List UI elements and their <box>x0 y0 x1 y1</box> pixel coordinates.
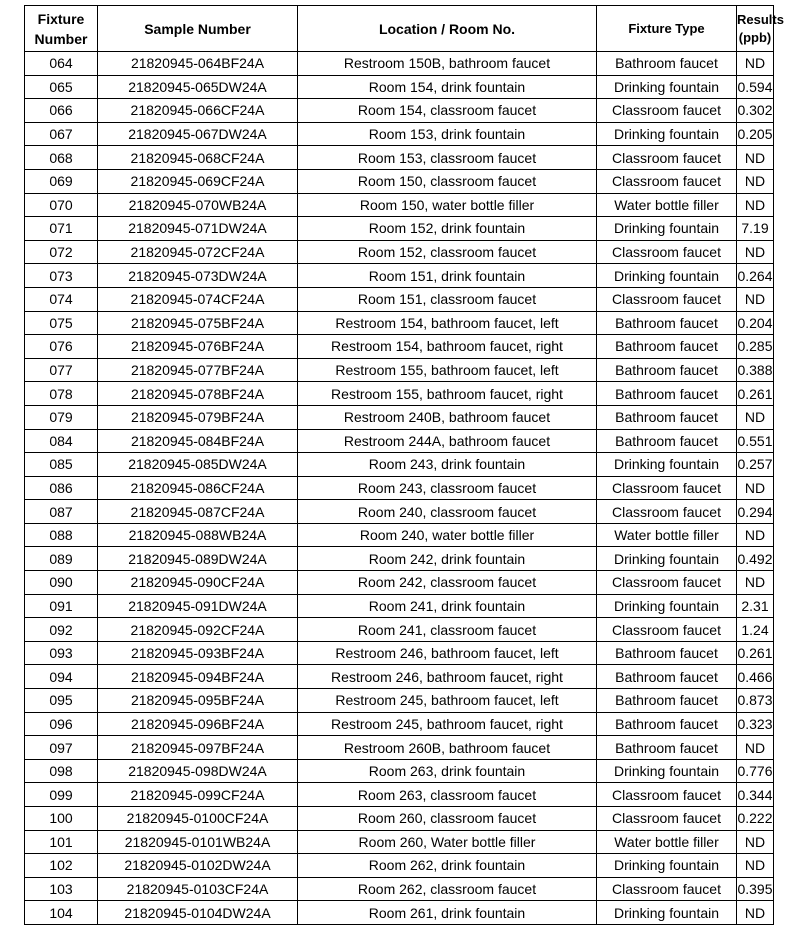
table-row <box>25 405 774 429</box>
result-cell: 0.594 <box>737 75 774 99</box>
location-cell: Room 153, classroom faucet <box>298 146 597 170</box>
location-cell: Room 150, water bottle filler <box>298 193 597 217</box>
location-cell: Room 153, drink fountain <box>298 122 597 146</box>
table-row <box>25 453 774 477</box>
result-cell: 0.551 <box>737 429 774 453</box>
sample-number-cell: 21820945-0103CF24A <box>98 877 298 901</box>
fixture-number-cell: 101 <box>25 830 98 854</box>
sample-number-cell: 21820945-065DW24A <box>98 75 298 99</box>
sample-number-cell: 21820945-071DW24A <box>98 217 298 241</box>
sample-number-cell: 21820945-076BF24A <box>98 335 298 359</box>
fixture-type-cell: Drinking fountain <box>597 453 737 477</box>
sample-number-cell: 21820945-068CF24A <box>98 146 298 170</box>
location-cell: Restroom 244A, bathroom faucet <box>298 429 597 453</box>
fixture-number-cell: 089 <box>25 547 98 571</box>
sample-number-cell: 21820945-074CF24A <box>98 287 298 311</box>
fixture-type-cell: Classroom faucet <box>597 500 737 524</box>
result-cell: 0.222 <box>737 807 774 831</box>
sample-number-cell: 21820945-092CF24A <box>98 618 298 642</box>
location-cell: Restroom 246, bathroom faucet, left <box>298 641 597 665</box>
header-fixture-type: Fixture Type <box>597 6 737 52</box>
table-row <box>25 500 774 524</box>
fixture-type-cell: Drinking fountain <box>597 854 737 878</box>
sample-number-cell: 21820945-089DW24A <box>98 547 298 571</box>
header-fixture-number: Fixture Number <box>25 6 98 52</box>
location-cell: Room 261, drink fountain <box>298 901 597 925</box>
table-row <box>25 712 774 736</box>
table-row <box>25 122 774 146</box>
fixture-number-cell: 068 <box>25 146 98 170</box>
sample-number-cell: 21820945-090CF24A <box>98 571 298 595</box>
table-row <box>25 759 774 783</box>
table-row <box>25 75 774 99</box>
fixture-number-cell: 070 <box>25 193 98 217</box>
location-cell: Room 152, drink fountain <box>298 217 597 241</box>
location-cell: Room 151, drink fountain <box>298 264 597 288</box>
location-cell: Restroom 155, bathroom faucet, left <box>298 358 597 382</box>
result-cell: ND <box>737 523 774 547</box>
table-row <box>25 807 774 831</box>
table-row <box>25 169 774 193</box>
result-cell: ND <box>737 240 774 264</box>
result-cell: 0.205 <box>737 122 774 146</box>
header-location: Location / Room No. <box>298 6 597 52</box>
fixture-type-cell: Bathroom faucet <box>597 641 737 665</box>
result-cell: ND <box>737 405 774 429</box>
table-row <box>25 217 774 241</box>
sample-number-cell: 21820945-072CF24A <box>98 240 298 264</box>
fixture-number-cell: 065 <box>25 75 98 99</box>
fixture-type-cell: Classroom faucet <box>597 571 737 595</box>
fixture-number-cell: 086 <box>25 476 98 500</box>
result-cell: 0.344 <box>737 783 774 807</box>
result-cell: 0.261 <box>737 641 774 665</box>
table-row <box>25 547 774 571</box>
sample-number-cell: 21820945-088WB24A <box>98 523 298 547</box>
fixture-type-cell: Classroom faucet <box>597 146 737 170</box>
sample-number-cell: 21820945-070WB24A <box>98 193 298 217</box>
header-row <box>25 6 774 52</box>
fixture-number-cell: 096 <box>25 712 98 736</box>
fixture-type-cell: Drinking fountain <box>597 75 737 99</box>
sample-number-cell: 21820945-093BF24A <box>98 641 298 665</box>
sample-number-cell: 21820945-0101WB24A <box>98 830 298 854</box>
result-cell: 0.261 <box>737 382 774 406</box>
header-results: Results (ppb) <box>737 6 774 52</box>
result-cell: ND <box>737 571 774 595</box>
fixture-type-cell: Classroom faucet <box>597 807 737 831</box>
sample-number-cell: 21820945-096BF24A <box>98 712 298 736</box>
fixture-type-cell: Bathroom faucet <box>597 335 737 359</box>
fixture-type-cell: Drinking fountain <box>597 547 737 571</box>
fixture-type-cell: Bathroom faucet <box>597 689 737 713</box>
fixture-type-cell: Bathroom faucet <box>597 382 737 406</box>
result-cell: 0.264 <box>737 264 774 288</box>
sample-number-cell: 21820945-077BF24A <box>98 358 298 382</box>
table-body <box>25 52 774 925</box>
location-cell: Room 262, classroom faucet <box>298 877 597 901</box>
result-cell: 0.388 <box>737 358 774 382</box>
table-row <box>25 901 774 925</box>
fixture-number-cell: 095 <box>25 689 98 713</box>
location-cell: Restroom 154, bathroom faucet, right <box>298 335 597 359</box>
fixture-number-cell: 067 <box>25 122 98 146</box>
fixture-number-cell: 099 <box>25 783 98 807</box>
location-cell: Restroom 260B, bathroom faucet <box>298 736 597 760</box>
fixture-type-cell: Drinking fountain <box>597 901 737 925</box>
sample-number-cell: 21820945-099CF24A <box>98 783 298 807</box>
location-cell: Room 263, classroom faucet <box>298 783 597 807</box>
result-cell: 0.257 <box>737 453 774 477</box>
location-cell: Room 240, classroom faucet <box>298 500 597 524</box>
sample-number-cell: 21820945-094BF24A <box>98 665 298 689</box>
fixture-number-cell: 077 <box>25 358 98 382</box>
fixture-number-cell: 087 <box>25 500 98 524</box>
fixture-number-cell: 092 <box>25 618 98 642</box>
fixture-number-cell: 084 <box>25 429 98 453</box>
location-cell: Room 260, Water bottle filler <box>298 830 597 854</box>
location-cell: Room 263, drink fountain <box>298 759 597 783</box>
sample-number-cell: 21820945-097BF24A <box>98 736 298 760</box>
location-cell: Restroom 246, bathroom faucet, right <box>298 665 597 689</box>
table-row <box>25 618 774 642</box>
location-cell: Room 151, classroom faucet <box>298 287 597 311</box>
table-row <box>25 736 774 760</box>
fixture-type-cell: Drinking fountain <box>597 594 737 618</box>
sample-number-cell: 21820945-073DW24A <box>98 264 298 288</box>
location-cell: Room 241, classroom faucet <box>298 618 597 642</box>
fixture-number-cell: 093 <box>25 641 98 665</box>
fixture-type-cell: Bathroom faucet <box>597 429 737 453</box>
fixture-number-cell: 103 <box>25 877 98 901</box>
sample-number-cell: 21820945-095BF24A <box>98 689 298 713</box>
sample-number-cell: 21820945-086CF24A <box>98 476 298 500</box>
location-cell: Room 260, classroom faucet <box>298 807 597 831</box>
fixture-number-cell: 066 <box>25 99 98 123</box>
sample-number-cell: 21820945-091DW24A <box>98 594 298 618</box>
location-cell: Room 242, drink fountain <box>298 547 597 571</box>
sample-number-cell: 21820945-078BF24A <box>98 382 298 406</box>
location-cell: Room 242, classroom faucet <box>298 571 597 595</box>
location-cell: Room 262, drink fountain <box>298 854 597 878</box>
fixture-number-cell: 098 <box>25 759 98 783</box>
result-cell: ND <box>737 169 774 193</box>
fixture-number-cell: 073 <box>25 264 98 288</box>
fixture-number-cell: 075 <box>25 311 98 335</box>
result-cell: 0.395 <box>737 877 774 901</box>
table-row <box>25 523 774 547</box>
fixture-number-cell: 085 <box>25 453 98 477</box>
table-row <box>25 783 774 807</box>
fixture-type-cell: Classroom faucet <box>597 169 737 193</box>
result-cell: ND <box>737 830 774 854</box>
fixture-number-cell: 079 <box>25 405 98 429</box>
result-cell: ND <box>737 52 774 76</box>
sample-number-cell: 21820945-087CF24A <box>98 500 298 524</box>
location-cell: Room 154, drink fountain <box>298 75 597 99</box>
header-sample-number: Sample Number <box>98 6 298 52</box>
result-cell: ND <box>737 476 774 500</box>
table-row <box>25 830 774 854</box>
fixture-type-cell: Classroom faucet <box>597 476 737 500</box>
table-row <box>25 287 774 311</box>
fixture-type-cell: Bathroom faucet <box>597 736 737 760</box>
table-row <box>25 476 774 500</box>
result-cell: ND <box>737 193 774 217</box>
result-cell: ND <box>737 736 774 760</box>
location-cell: Restroom 245, bathroom faucet, right <box>298 712 597 736</box>
result-cell: 0.323 <box>737 712 774 736</box>
location-cell: Restroom 245, bathroom faucet, left <box>298 689 597 713</box>
table-row <box>25 240 774 264</box>
result-cell: 0.302 <box>737 99 774 123</box>
table-row <box>25 571 774 595</box>
fixture-type-cell: Classroom faucet <box>597 877 737 901</box>
fixture-number-cell: 074 <box>25 287 98 311</box>
fixture-type-cell: Bathroom faucet <box>597 52 737 76</box>
result-cell: 0.294 <box>737 500 774 524</box>
fixture-type-cell: Bathroom faucet <box>597 405 737 429</box>
sample-number-cell: 21820945-098DW24A <box>98 759 298 783</box>
sample-number-cell: 21820945-084BF24A <box>98 429 298 453</box>
fixture-number-cell: 100 <box>25 807 98 831</box>
sample-number-cell: 21820945-0104DW24A <box>98 901 298 925</box>
fixture-type-cell: Drinking fountain <box>597 217 737 241</box>
table-row <box>25 193 774 217</box>
result-cell: 0.873 <box>737 689 774 713</box>
location-cell: Restroom 154, bathroom faucet, left <box>298 311 597 335</box>
fixture-type-cell: Water bottle filler <box>597 523 737 547</box>
result-cell: 0.492 <box>737 547 774 571</box>
table-row <box>25 99 774 123</box>
table-row <box>25 264 774 288</box>
location-cell: Room 152, classroom faucet <box>298 240 597 264</box>
fixture-type-cell: Water bottle filler <box>597 193 737 217</box>
table-row <box>25 311 774 335</box>
result-cell: ND <box>737 146 774 170</box>
result-cell: 0.204 <box>737 311 774 335</box>
result-cell: ND <box>737 901 774 925</box>
fixture-number-cell: 072 <box>25 240 98 264</box>
table-row <box>25 854 774 878</box>
results-table <box>24 5 784 925</box>
result-cell: ND <box>737 287 774 311</box>
sample-number-cell: 21820945-067DW24A <box>98 122 298 146</box>
fixture-number-cell: 071 <box>25 217 98 241</box>
table-row <box>25 429 774 453</box>
fixture-number-cell: 102 <box>25 854 98 878</box>
result-cell: 2.31 <box>737 594 774 618</box>
location-cell: Restroom 240B, bathroom faucet <box>298 405 597 429</box>
table-row <box>25 52 774 76</box>
location-cell: Room 243, drink fountain <box>298 453 597 477</box>
sample-number-cell: 21820945-064BF24A <box>98 52 298 76</box>
result-cell: ND <box>737 854 774 878</box>
table-row <box>25 382 774 406</box>
fixture-number-cell: 076 <box>25 335 98 359</box>
fixture-type-cell: Classroom faucet <box>597 287 737 311</box>
location-cell: Room 243, classroom faucet <box>298 476 597 500</box>
result-cell: 1.24 <box>737 618 774 642</box>
fixture-number-cell: 078 <box>25 382 98 406</box>
fixture-number-cell: 090 <box>25 571 98 595</box>
fixture-number-cell: 069 <box>25 169 98 193</box>
fixture-type-cell: Classroom faucet <box>597 99 737 123</box>
fixture-type-cell: Drinking fountain <box>597 264 737 288</box>
fixture-number-cell: 088 <box>25 523 98 547</box>
fixture-type-cell: Bathroom faucet <box>597 358 737 382</box>
fixture-number-cell: 094 <box>25 665 98 689</box>
location-cell: Restroom 155, bathroom faucet, right <box>298 382 597 406</box>
location-cell: Room 240, water bottle filler <box>298 523 597 547</box>
table-row <box>25 335 774 359</box>
fixture-type-cell: Bathroom faucet <box>597 311 737 335</box>
fixture-type-cell: Drinking fountain <box>597 122 737 146</box>
sample-number-cell: 21820945-066CF24A <box>98 99 298 123</box>
fixture-type-cell: Water bottle filler <box>597 830 737 854</box>
fixture-type-cell: Classroom faucet <box>597 618 737 642</box>
result-cell: 0.776 <box>737 759 774 783</box>
table-row <box>25 358 774 382</box>
sample-number-cell: 21820945-085DW24A <box>98 453 298 477</box>
table-row <box>25 689 774 713</box>
sample-number-cell: 21820945-075BF24A <box>98 311 298 335</box>
table-row <box>25 877 774 901</box>
fixture-type-cell: Bathroom faucet <box>597 712 737 736</box>
fixture-number-cell: 104 <box>25 901 98 925</box>
result-cell: 0.466 <box>737 665 774 689</box>
result-cell: 7.19 <box>737 217 774 241</box>
fixture-number-cell: 097 <box>25 736 98 760</box>
sample-number-cell: 21820945-079BF24A <box>98 405 298 429</box>
fixture-type-cell: Bathroom faucet <box>597 665 737 689</box>
table-row <box>25 146 774 170</box>
fixture-type-cell: Drinking fountain <box>597 759 737 783</box>
location-cell: Restroom 150B, bathroom faucet <box>298 52 597 76</box>
fixture-number-cell: 064 <box>25 52 98 76</box>
location-cell: Room 241, drink fountain <box>298 594 597 618</box>
sample-number-cell: 21820945-069CF24A <box>98 169 298 193</box>
sample-number-cell: 21820945-0102DW24A <box>98 854 298 878</box>
result-cell: 0.285 <box>737 335 774 359</box>
table-row <box>25 641 774 665</box>
location-cell: Room 154, classroom faucet <box>298 99 597 123</box>
table-row <box>25 594 774 618</box>
table-row <box>25 665 774 689</box>
sample-number-cell: 21820945-0100CF24A <box>98 807 298 831</box>
fixture-type-cell: Classroom faucet <box>597 240 737 264</box>
fixture-number-cell: 091 <box>25 594 98 618</box>
fixture-type-cell: Classroom faucet <box>597 783 737 807</box>
location-cell: Room 150, classroom faucet <box>298 169 597 193</box>
